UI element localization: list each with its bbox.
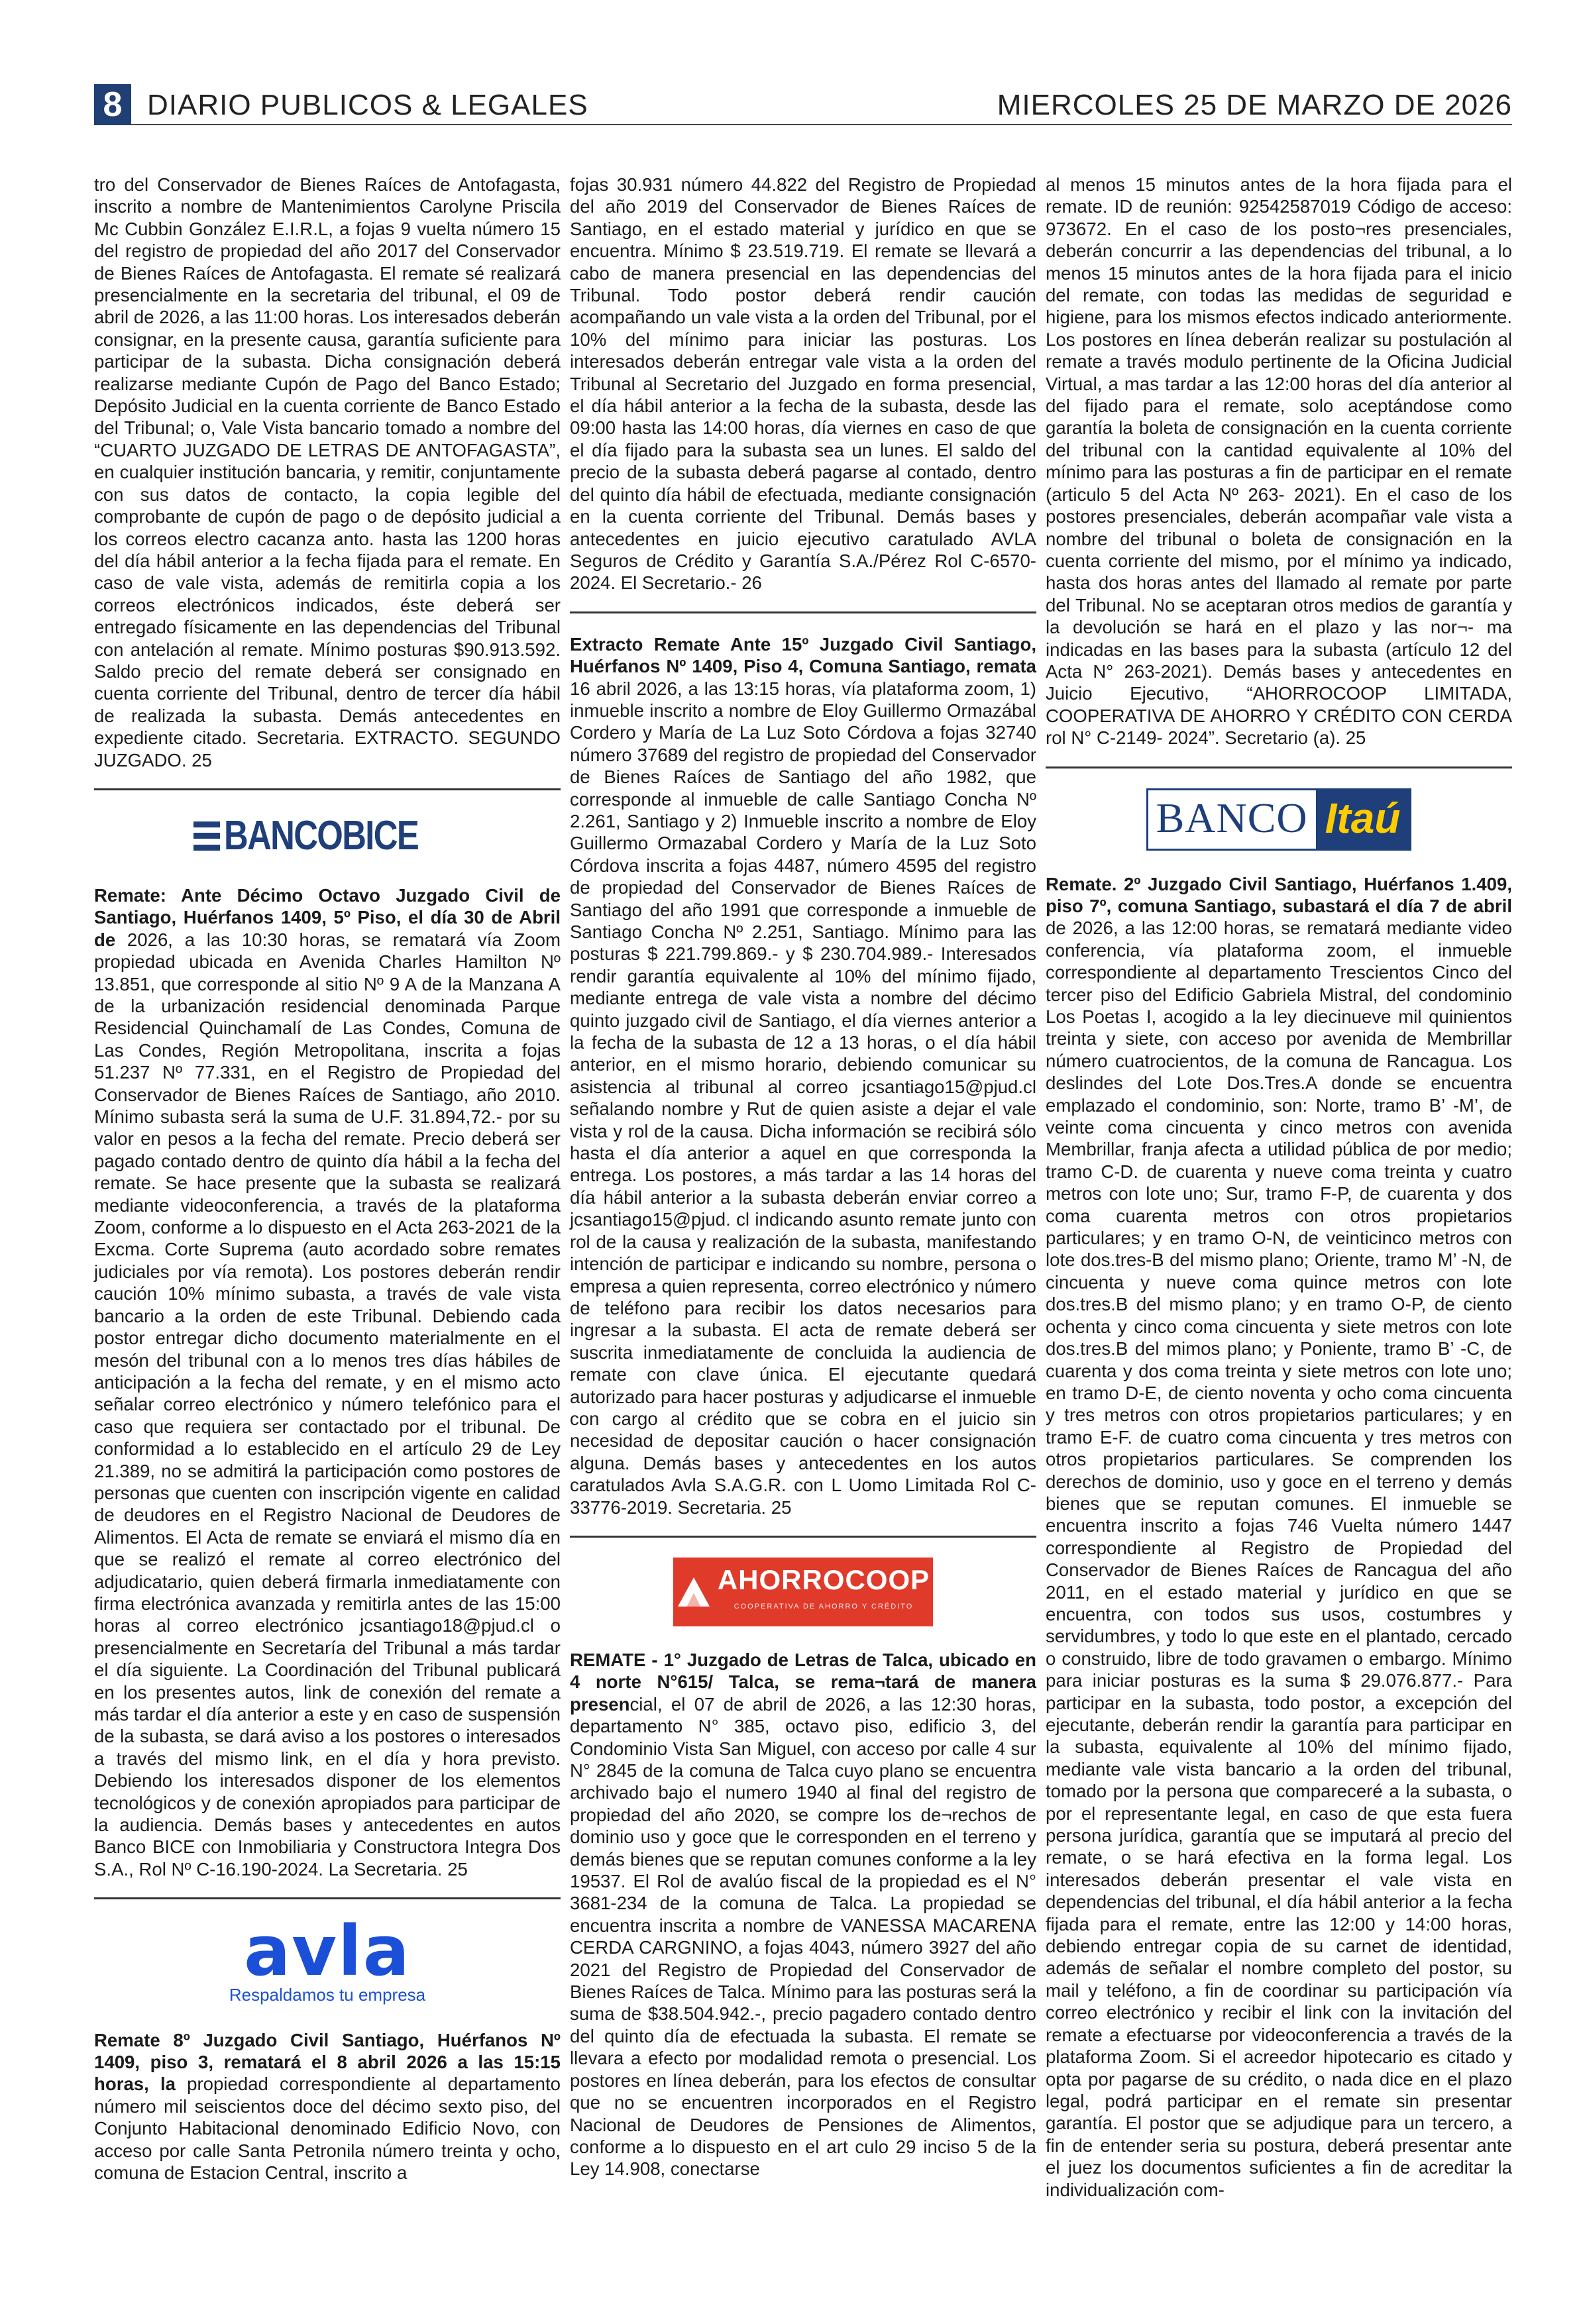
avla-logo: avla Respaldamos tu empresa bbox=[229, 1911, 426, 2005]
ahorrocoop-logo: AHORROCOOP COOPERATIVA DE AHORRO Y CRÉDITO bbox=[570, 1558, 1036, 1626]
column-1 bbox=[94, 174, 561, 2184]
divider bbox=[94, 788, 561, 790]
column-3 bbox=[1046, 174, 1512, 2201]
divider bbox=[570, 611, 1036, 613]
banco-bice-logo: BANCOBICE bbox=[94, 810, 561, 862]
column-2 bbox=[570, 174, 1036, 2180]
page-number: 8 bbox=[94, 84, 131, 125]
notice-avla-continued: fojas 30.931 número 44.822 del Registro de Propiedad del año 2019 del Conservador de Bienes Raíces de Santiago, en el estado material y jurídico en que se encuentra. Mínimo $ 23.519.719. El remate se llevará a cabo de manera presencial en las dependencias del Tribunal. Todo postor deberá rendir caución acompañando un vale vista a la orden del Tribunal, por el 10% del mínimo para iniciar las posturas. Los interesados deberán entregar vale vista a la orden del Tribunal al Secretario del Juzgado en forma presencial, el día hábil anterior a la fecha de la subasta, desde las 09:00 hasta las 14:00 horas, día viernes en caso de que el día fijado para la subasta sea un lunes. El saldo del precio de la subasta deberá pagarse al contado, dentro del quinto día hábil de efectuada, mediante consignación en la cuenta corriente del Tribunal. Demás bases y antecedentes en juicio ejecutivo caratulado AVLA Seguros de Crédito y Garantía S.A./Pérez Rol C-6570-2024. El Secretario.- 26 bbox=[570, 174, 1036, 594]
notice-18-juzgado: Remate: Ante Décimo Octavo Juzgado Civil de Santiago, Huérfanos 1409, 5º Piso, el día 30 de Abril de 2026, a las 10:30 horas, se rematará vía Zoom propiedad ubicada en Avenida Charles Hamilton Nº 13.851, que corresponde al sitio Nº 9 A de la Manzana A de la urbanización residencial denominada Parque Residencial Quinchamalí de Las Condes, Comuna de Las Condes, Región Metropolitana, inscrita a fojas 51.237 Nº 77.331, en el Registro de Propiedad del Conservador de Bienes Raíces de Santiago, año 2010. Mínimo subasta será la suma de U.F. 31.894,72.- por su valor en pesos a la fecha del remate. Precio deberá ser pagado contado dentro de quinto día hábil a la fecha del remate. Se hace presente que la subasta se realizará mediante videoconferencia, a través de la plataforma Zoom, conforme a lo dispuesto en el Acta 263-2021 de la Excma. Corte Suprema (auto acordado sobre remates judiciales por vía remota). Los postores deberán rendir caución 10% mínimo subasta, a través de vale vista bancario a la orden de este Tribunal. Debiendo cada postor entregar dicho documento materialmente en el mesón del tribunal con a lo menos tres días hábiles de anticipación a la fecha del remate, y en el mismo acto señalar correo electrónico y número telefónico para el caso que requiera ser contactado por el tribunal. De conformidad a lo establecido en el artículo 29 de Ley 21.389, no se admitirá la participación como postores de personas que cuenten con inscripción vigente en calidad de deudores en el Registro Nacional de Deudores de Alimentos. El Acta de remate se enviará el mismo día en que se realizó el remate al correo electrónico del adjudicatario, quien deberá firmarla inmediatamente con firma electrónica avanzada y remitirla antes de las 15:00 horas al correo electrónico jcsantiago18@pjud.cl o presencialmente en Secretaría del Tribunal a más tardar el día siguiente. La Coordinación del Tribunal publicará en los presentes autos, link de conexión del remate a más tardar el día anterior a este y en caso de suspensión de la subasta, se dará aviso a los postores o interesados a través del mismo link, en el día y hora previsto. Debiendo los interesados disponer de los elementos tecnológicos y de conexión apropiados para participar de la audiencia. Demás bases y antecedentes en autos Banco BICE con Inmobiliaria y Constructora Integra Dos S.A., Rol Nº C-16.190-2024. La Secretaria. 25 bbox=[94, 884, 561, 1879]
publication-date: MIERCOLES 25 DE MARZO DE 2026 bbox=[997, 89, 1512, 121]
header-rule bbox=[131, 124, 1512, 125]
page-header bbox=[94, 84, 1512, 125]
banco-itau-logo: BANCO Itaú bbox=[1046, 788, 1512, 851]
ahorrocoop-mark-icon bbox=[677, 1575, 711, 1609]
publication-name: DIARIO PUBLICOS & LEGALES bbox=[147, 89, 588, 121]
divider bbox=[570, 1536, 1036, 1538]
notice-antofagasta-continued: tro del Conservador de Bienes Raíces de Antofagasta, inscrito a nombre de Mantenimientos Carolyne Priscila Mc Cubbin González E.I.R.L, a fojas 9 vuelta número 15 del registro de propiedad del año 2017 del Conservador de Bienes Raíces de Antofagasta. El remate sé realizará presencialmente en la secretaria del tribunal, el 09 de abril de 2026, a las 11:00 horas. Los interesados deberán consignar, en la presente causa, garantía suficiente para participar de la subasta. Dicha consignación deberá realizarse mediante Cupón de Pago del Banco Estado; Depósito Judicial en la cuenta corriente de Banco Estado del Tribunal; o, Vale Vista bancario tomado a nombre del “CUARTO JUZGADO DE LETRAS DE ANTOFAGASTA”, en cualquier institución bancaria, y remitir, conjuntamente con sus datos de contacto, la copia legible del comprobante de cupón de pago o de depósito judicial a los correos electro cacanza anto. hasta las 1200 horas del día hábil anterior a la fecha fijada para el remate. En caso de vale vista, además de remitirla copia a los correos electrónicos indicados, éste deberá ser entregado físicamente en las dependencias del Tribunal con antelación al remate. Mínimo posturas $90.913.592. Saldo precio del remate deberá ser consignado en cuenta corriente del Tribunal, dentro de tercer día hábil de realizada la subasta. Demás antecedentes en expediente citado. Secretaria. EXTRACTO. SEGUNDO JUZGADO. 25 bbox=[94, 174, 561, 770]
notice-2-juzgado: Remate. 2º Juzgado Civil Santiago, Huérfanos 1.409, piso 7º, comuna Santiago, subastará el día 7 de abril de 2026, a las 12:00 horas, se rematará mediante video conferencia, vía plataforma zoom, el inmueble correspondiente al departamento Trescientos Cinco del tercer piso del Edificio Gabriela Mistral, del condominio Los Poetas I, acogido a la ley diecinueve mil quinientos treinta y siete, con acceso por avenida de Membrillar número cuatrocientos, de la comuna de Rancagua. Los deslindes del Lote Dos.Tres.A donde se encuentra emplazado el condominio, son: Norte, tramo B’ -M’, de veinte coma cincuenta y cinco metros con avenida Membrillar, franja afecta a utilidad pública de por medio; tramo C-D. de cuarenta y nueve coma treinta y cuatro metros con lote uno; Sur, tramo F-P, de cuarenta y dos coma cuarenta metros con otros propietarios particulares; y en tramo O-N, de veinticinco metros con lote dos.tres-B del mismo plano; Oriente, tramo M’ -N, de cincuenta y nueve coma quince metros con lote dos.tres.B del mismo plano; y en tramo O-P, de ciento ochenta y cinco coma cincuenta y siete metros con lote dos.tres.B del mimos plano; y Poniente, tramo B’ -C, de cuarenta y dos coma treinta y siete metros con lote uno; en tramo D-E, de ciento noventa y ocho coma cincuenta y tres metros con otros propietarios particulares; y en tramo E-F. de cuatro coma cincuenta y tres metros con otros propietarios particulares. Se comprenden los derechos de dominio, uso y goce en el terreno y demás bienes que se reputan comunes. El inmueble se encuentra inscrito a fojas 746 Vuelta número 1447 correspondiente al Registro de Propiedad del Conservador de Bienes Raíces de Rancagua del año 2011, en el estado material y jurídico en que se encuentra, con todos sus usos, costumbres y servidumbres, y todo lo que este en el plantado, cercado o construido, libre de todo gravamen o embargo. Mínimo para iniciar posturas es la suma $ 29.076.877.- Para participar en la subasta, todo postor, a excepción del ejecutante, deberán rendir la garantía para participar en la subasta, equivalente al 10% del mínimo fijado, mediante vale vista bancario a la orden del tribunal, tomado por la persona que compareceré a la subasta, o por el representante legal, en caso de que esta fuera persona jurídica, garantía que se imputará al precio del remate, o se hará efectiva en la forma legal. Los interesados deberán presentar el vale vista en dependencias del tribunal, el día hábil anterior a la fecha fijada para el remate, entre las 12:00 y 14:00 horas, debiendo entregar copia de su carnet de identidad, además de señalar el nombre completo del postor, su mail y teléfono, a fin de coordinar su participación vía correo electrónico y recibir el link con la invitación del remate a efectuarse por videoconferencia a través de la plataforma Zoom. Si el acreedor hipotecario es citado y opta por pagarse de su crédito, o nada dice en el plazo legal, podrá participar en el remate sin presentar garantía. El postor que se adjudique para un tercero, a fin de entender seria su postura, deberá presentar ante el juez los documentos suficientes a fin de acreditar la individualización com- bbox=[1046, 873, 1512, 2200]
notice-talca-continued: al menos 15 minutos antes de la hora fijada para el remate. ID de reunión: 92542587019 Código de acceso: 973672. En el caso de los posto¬res presenciales, deberán concurrir a las dependencias del tribunal, a lo menos 15 minutos antes de la hora fijada para el inicio del remate, con todas las medidas de seguridad e higiene, para los mismos efectos indicado anteriormente. Los postores en línea deberán realizar su postulación al remate a través modulo pertinente de la Oficina Judicial Virtual, a mas tardar a las 12:00 horas del día anterior al del fijado para el remate, solo aceptándose como garantía la boleta de consignación en la cuenta corriente del tribunal con la cantidad equivalente al 10% del mínimo para las posturas a fin de participar en el remate (articulo 5 del Acta Nº 263- 2021). En el caso de los postores presenciales, deberán acompañar vale vista a nombre del tribunal o boleta de consignación en la cuenta corriente del mismo, por el mínimo ya indicado, hasta dos horas antes del llamado al remate por parte del Tribunal. No se aceptaran otros medios de garantía y la devolución se hará en el plazo y las nor¬- ma indicadas en las bases para la subasta (artículo 12 del Acta N° 263-2021). Demás bases y antecedentes en Juicio Ejecutivo, “AHORROCOOP LIMITADA, COOPERATIVA DE AHORRO Y CRÉDITO CON CERDA rol N° C-2149- 2024”. Secretario (a). 25 bbox=[1046, 174, 1512, 749]
notice-talca: REMATE - 1° Juzgado de Letras de Talca, ubicado en 4 norte N°615/ Talca, se rema¬tará de manera presencial, el 07 de abril de 2026, a las 12:30 horas, departamento N° 385, octavo piso, edificio 3, del Condominio Vista San Miguel, con acceso por calle 4 sur N° 2845 de la comuna de Talca cuyo plano se encuentra archivado bajo el numero 1940 al final del registro de propiedad del año 2020, se compre los de¬rechos de dominio uso y goce que le corresponden en el terreno y demás bienes que se reputan comunes conforme a la ley 19537. El Rol de avalúo fiscal de la propiedad es el N° 3681-234 de la comuna de Talca. La propiedad se encuentra inscrita a nombre de VANESSA MACARENA CERDA CARGNINO, a fojas 4043, número 3927 del año 2021 del Registro de Propiedad del Conservador de Bienes Raíces de Talca. Mínimo para las posturas será la suma de $38.504.942.-, precio pagadero contado dentro del quinto día de efectuada la subasta. El remate se llevara a efecto por modalidad remota o presencial. Los postores en línea deberán, para los efectos de consultar que no se encuentren incorporados en el Registro Nacional de Deudores de Pensiones de Alimentos, conforme a lo dispuesto en el art culo 29 inciso 5 de la Ley 14.908, conectarse bbox=[570, 1649, 1036, 2180]
bice-bars-icon bbox=[193, 821, 220, 851]
divider bbox=[94, 1897, 561, 1899]
notice-8-juzgado: Remate 8º Juzgado Civil Santiago, Huérfanos Nº 1409, piso 3, rematará el 8 abril 2026 a las 15:15 horas, la propiedad correspondiente al departamento número mil seiscientos doce del décimo sexto piso, del Conjunto Habitacional denominado Edificio Novo, con acceso por calle Santa Petronila número treinta y ocho, comuna de Estacion Central, inscrito a bbox=[94, 2029, 561, 2184]
divider bbox=[1046, 766, 1512, 768]
notice-15-juzgado: Extracto Remate Ante 15º Juzgado Civil Santiago, Huérfanos Nº 1409, Piso 4, Comuna Santiago, remata 16 abril 2026, a las 13:15 horas, vía plataforma zoom, 1) inmueble inscrito a nombre de Eloy Guillermo Ormazábal Cordero y María de La Luz Soto Córdova a fojas 32740 número 37689 del registro de propiedad del Conservador de Bienes Raíces de Santiago del año 1982, que corresponde al inmueble de calle Santiago Concha Nº 2.261, Santiago y 2) Inmueble inscrito a nombre de Eloy Guillermo Ormazabal Cordero y María de la Luz Soto Córdova inscrita a fojas 4487, número 4595 del registro de propiedad del Conservador de Bienes Raíces de Santiago del año 1991 que corresponde a inmueble de Santiago Concha Nº 2.251, Santiago. Mínimo para las posturas $ 221.799.869.- y $ 230.704.989.- Interesados rendir garantía equivalente al 10% del mínimo fijado, mediante entrega de vale vista a nombre del décimo quinto juzgado civil de Santiago, el día viernes anterior a la fecha de la subasta de 12 a 13 horas, o el día hábil anterior, en el mismo horario, debiendo comunicar su asistencia al tribunal al correo jcsantiago15@pjud.cl señalando nombre y Rut de quien asiste a dejar el vale vista y rol de la causa. Dicha información se recibirá sólo hasta el día anterior a aquel en que corresponda la entrega. Los postores, a más tardar a las 14 horas del día hábil anterior a la subasta deberán enviar correo a jcsantiago15@pjud. cl indicando asunto remate junto con rol de la causa y realización de la subasta, manifestando intención de participar e indicando su nombre, persona o empresa a quien representa, correo electrónico y número de teléfono para recibir los datos necesarios para ingresar a la subasta. El acta de remate deberá ser suscrita inmediatamente de concluida la audiencia de remate con clave única. El ejecutante quedará autorizado para hacer posturas y adjudicarse el inmueble con cargo al crédito que se cobra en el juicio sin necesidad de depositar caución o hacer consignación alguna. Demás bases y antecedentes en los autos caratulados Avla S.A.G.R. con L Uomo Limitada Rol C-33776-2019. Secretaria. 25 bbox=[570, 633, 1036, 1518]
